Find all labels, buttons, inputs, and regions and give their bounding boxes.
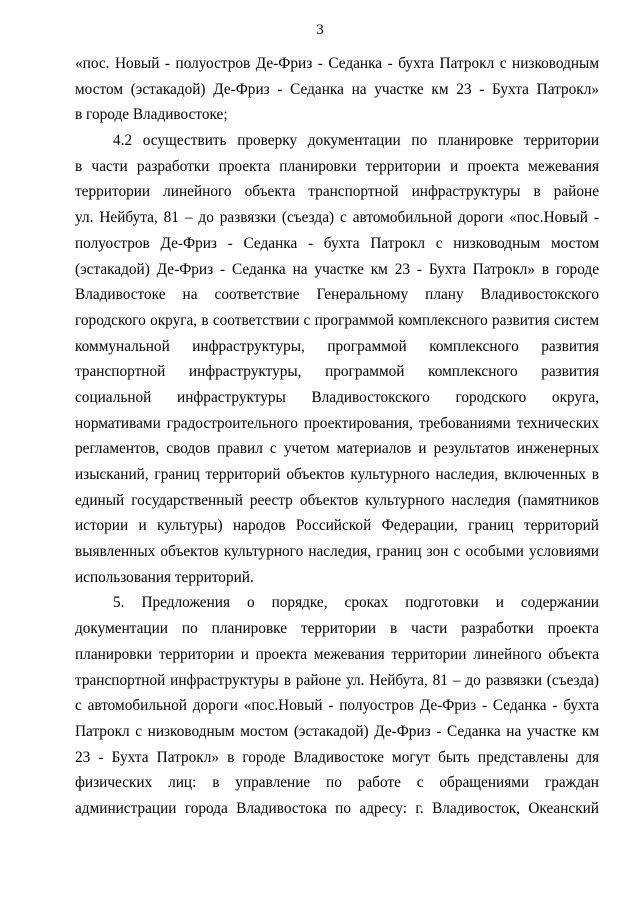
text-line: физических лиц: в управление по работе с обращениями граждан (75, 774, 599, 792)
page-number: 3 (316, 22, 324, 38)
text-line: в городе Владивостоке; (75, 106, 228, 124)
text-line: документации по планировке территории в части разработки проекта (75, 620, 599, 638)
text-line: с автомобильной дороги «пос.Новый - полуостров Де-Фриз - Седанка - бухта (75, 697, 599, 715)
text-line: изысканий, границ территорий объектов культурного наследия, включенных в (75, 466, 599, 483)
text-line: полуостров Де-Фриз - Седанка - бухта Патрокл с низководным мостом (75, 234, 599, 252)
text-line: планировки территории и проекта межевания территории линейного объекта (75, 645, 599, 663)
text-line: транспортной инфраструктуры в районе ул. Нейбута, 81 – до развязки (съезда) (75, 671, 599, 689)
text-line: городского округа, в соответствии с программой комплексного развития систем (75, 311, 599, 329)
text-line: использования территорий. (75, 568, 254, 586)
text-line: 5. Предложения о порядке, сроках подготовки и содержании (113, 594, 599, 612)
text-line: Патрокл с низководным мостом (эстакадой) Де-Фриз - Седанка на участке км (75, 722, 599, 740)
text-line: в части разработки проекта планировки территории и проекта межевания (75, 157, 599, 175)
document-body (75, 51, 599, 822)
text-line: 23 - Бухта Патрокл» в городе Владивостоке могут быть представлены для (75, 748, 599, 766)
text-line: выявленных объектов культурного наследия, границ зон с особыми условиями (75, 543, 599, 561)
text-line: ул. Нейбута, 81 – до развязки (съезда) с автомобильной дороги «пос.Новый - (75, 209, 599, 227)
text-line: нормативами градостроительного проектирования, требованиями технических (75, 414, 599, 432)
text-line: социальной инфраструктуры Владивостокского городского округа, (75, 388, 599, 406)
text-line: администрации города Владивостока по адресу: г. Владивосток, Океанский (75, 799, 599, 817)
text-line: истории и культуры) народов Российской Федерации, границ территорий (75, 517, 599, 535)
text-line: «пос. Новый - полуостров Де-Фриз - Седанка - бухта Патрокл с низководным (75, 55, 599, 72)
text-line: мостом (эстакадой) Де-Фриз - Седанка на участке км 23 - Бухта Патрокл» (75, 80, 599, 98)
text-line: территории линейного объекта транспортной инфраструктуры в районе (75, 183, 599, 201)
text-line: транспортной инфраструктуры, программой комплексного развития (75, 363, 599, 381)
text-line: регламентов, сводов правил с учетом материалов и результатов инженерных (75, 440, 599, 458)
text-line: коммунальной инфраструктуры, программой комплексного развития (75, 337, 599, 355)
text-line: Владивостоке на соответствие Генеральному плану Владивостокского (75, 286, 599, 304)
text-line: (эстакадой) Де-Фриз - Седанка на участке км 23 - Бухта Патрокл» в городе (75, 260, 599, 278)
text-line: 4.2 осуществить проверку документации по планировке территории (113, 132, 599, 150)
text-line: единый государственный реестр объектов культурного наследия (памятников (75, 491, 599, 509)
